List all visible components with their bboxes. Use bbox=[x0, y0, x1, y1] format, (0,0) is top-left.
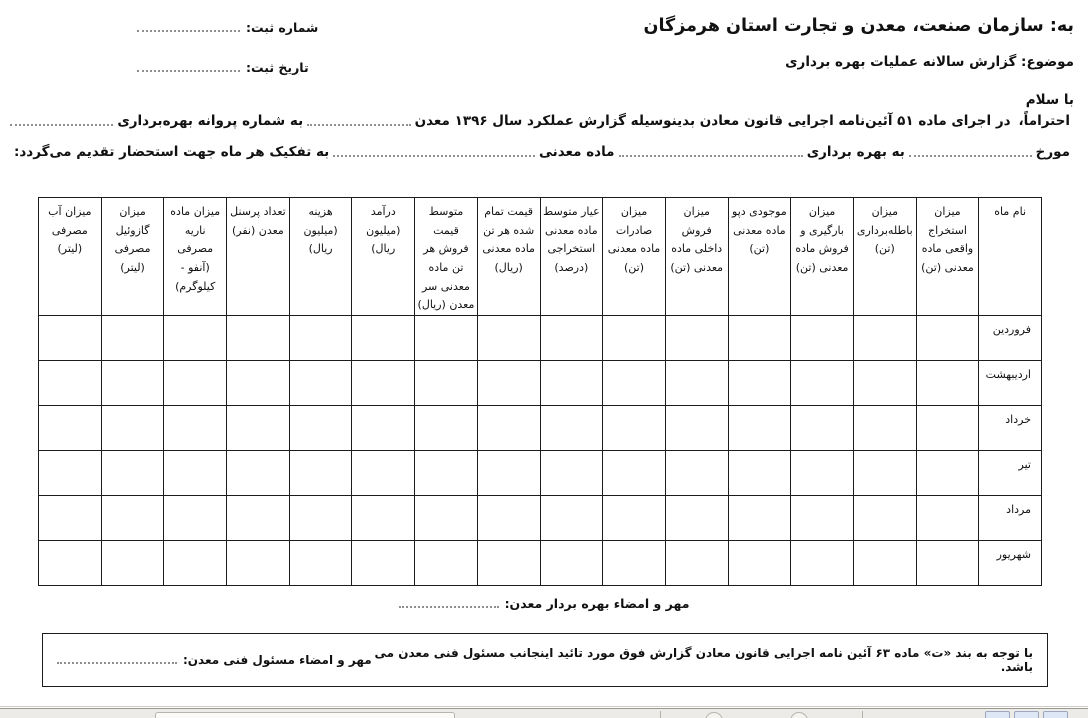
column-header: عیار متوسط ماده معدنی استخراجی (درصد) bbox=[540, 198, 603, 316]
view-mode-button-selected[interactable] bbox=[1014, 711, 1039, 718]
data-cell bbox=[603, 451, 666, 496]
data-cell bbox=[39, 541, 102, 586]
data-cell bbox=[665, 406, 728, 451]
date-blank bbox=[909, 148, 1032, 157]
mineral-blank bbox=[333, 148, 535, 157]
data-cell bbox=[540, 316, 603, 361]
data-cell bbox=[728, 451, 791, 496]
data-cell bbox=[101, 496, 164, 541]
data-cell bbox=[39, 496, 102, 541]
data-cell bbox=[477, 406, 540, 451]
data-cell bbox=[415, 496, 478, 541]
data-cell bbox=[728, 541, 791, 586]
data-cell bbox=[39, 451, 102, 496]
data-cell bbox=[853, 316, 916, 361]
data-cell bbox=[540, 496, 603, 541]
operator-signature-label: مهر و امضاء بهره بردار معدن: bbox=[504, 596, 690, 611]
month-cell: مرداد bbox=[979, 496, 1042, 541]
data-cell bbox=[289, 316, 352, 361]
page-bottom-separator bbox=[0, 706, 1088, 707]
data-cell bbox=[477, 541, 540, 586]
data-cell bbox=[540, 541, 603, 586]
data-cell bbox=[916, 451, 979, 496]
data-cell bbox=[39, 316, 102, 361]
salutation: با سلام bbox=[1025, 92, 1074, 108]
technical-signature-field bbox=[57, 653, 372, 667]
data-cell bbox=[164, 316, 227, 361]
data-cell bbox=[477, 316, 540, 361]
body-line-2 bbox=[10, 144, 1074, 160]
mine-name-blank bbox=[307, 117, 410, 126]
data-cell bbox=[540, 451, 603, 496]
data-cell bbox=[101, 361, 164, 406]
data-cell bbox=[39, 361, 102, 406]
data-cell bbox=[415, 406, 478, 451]
data-cell bbox=[477, 361, 540, 406]
data-cell bbox=[916, 496, 979, 541]
data-cell bbox=[415, 451, 478, 496]
data-cell bbox=[791, 541, 854, 586]
data-cell bbox=[665, 496, 728, 541]
data-cell bbox=[853, 406, 916, 451]
data-cell bbox=[227, 496, 290, 541]
body-line2-tail: به تفکیک هر ماه جهت استحضار تقدیم می‌گردد: bbox=[13, 144, 330, 160]
column-header: میزان آب مصرفی (لیتر) bbox=[39, 198, 102, 316]
month-cell: شهریور bbox=[979, 541, 1042, 586]
status-bar-divider bbox=[660, 711, 661, 718]
data-cell bbox=[853, 541, 916, 586]
data-cell bbox=[791, 451, 854, 496]
data-cell bbox=[289, 361, 352, 406]
column-header: موجودی دپو ماده معدنی (تن) bbox=[728, 198, 791, 316]
column-header: متوسط قیمت فروش هر تن ماده معدنی سر معدن (ریال) bbox=[415, 198, 478, 316]
data-cell bbox=[227, 361, 290, 406]
table-row bbox=[39, 451, 1042, 496]
data-cell bbox=[540, 361, 603, 406]
data-cell bbox=[916, 406, 979, 451]
report-table-wrapper bbox=[38, 197, 1042, 586]
column-header: درآمد (میلیون ریال) bbox=[352, 198, 415, 316]
column-header: قیمت تمام شده هر تن ماده معدنی (ریال) bbox=[477, 198, 540, 316]
column-header: هزینه (میلیون ریال) bbox=[289, 198, 352, 316]
data-cell bbox=[853, 451, 916, 496]
data-cell bbox=[791, 316, 854, 361]
data-cell bbox=[289, 451, 352, 496]
table-row bbox=[39, 406, 1042, 451]
data-cell bbox=[101, 316, 164, 361]
table-row bbox=[39, 496, 1042, 541]
registration-date-blank bbox=[137, 64, 240, 72]
data-cell bbox=[603, 496, 666, 541]
registration-number-blank bbox=[137, 24, 240, 32]
mineral-label: ماده معدنی bbox=[538, 144, 615, 160]
status-bar bbox=[0, 708, 1088, 718]
data-cell bbox=[415, 316, 478, 361]
table-row bbox=[39, 541, 1042, 586]
data-cell bbox=[101, 451, 164, 496]
data-cell bbox=[728, 361, 791, 406]
column-header: میزان ماده ناریه مصرفی (آنفو - کیلوگرم) bbox=[164, 198, 227, 316]
data-cell bbox=[164, 406, 227, 451]
data-cell bbox=[352, 541, 415, 586]
addressee-line: به: سازمان صنعت، معدن و تجارت استان هرمزگان bbox=[643, 16, 1074, 36]
body-line-1 bbox=[10, 113, 1074, 129]
data-cell bbox=[227, 451, 290, 496]
registration-number-field bbox=[137, 20, 318, 35]
data-cell bbox=[39, 406, 102, 451]
data-cell bbox=[916, 541, 979, 586]
data-cell bbox=[227, 406, 290, 451]
view-mode-button[interactable] bbox=[985, 711, 1010, 718]
data-cell bbox=[728, 496, 791, 541]
status-bar-divider bbox=[862, 711, 863, 718]
operator-signature-line bbox=[0, 596, 1088, 611]
data-cell bbox=[603, 541, 666, 586]
registration-date-field bbox=[137, 60, 309, 75]
data-cell bbox=[665, 451, 728, 496]
data-cell bbox=[728, 406, 791, 451]
data-cell bbox=[916, 361, 979, 406]
data-cell bbox=[665, 541, 728, 586]
data-cell bbox=[164, 361, 227, 406]
subject-line: موضوع: گزارش سالانه عملیات بهره برداری bbox=[785, 54, 1074, 70]
registration-number-label: شماره ثبت: bbox=[246, 20, 319, 35]
data-cell bbox=[289, 406, 352, 451]
data-cell bbox=[791, 361, 854, 406]
column-header: نام ماه bbox=[979, 198, 1042, 316]
technical-note-box bbox=[42, 633, 1048, 687]
data-cell bbox=[227, 316, 290, 361]
data-cell bbox=[791, 406, 854, 451]
data-cell bbox=[352, 361, 415, 406]
data-cell bbox=[164, 541, 227, 586]
data-cell bbox=[164, 496, 227, 541]
status-bar-field[interactable] bbox=[155, 712, 455, 718]
data-cell bbox=[101, 406, 164, 451]
column-header: میزان باطله‌برداری (تن) bbox=[853, 198, 916, 316]
data-cell bbox=[101, 541, 164, 586]
data-cell bbox=[227, 541, 290, 586]
data-cell bbox=[665, 361, 728, 406]
report-table bbox=[38, 197, 1042, 586]
column-header: میزان صادرات ماده معدنی (تن) bbox=[603, 198, 666, 316]
data-cell bbox=[477, 496, 540, 541]
data-cell bbox=[916, 316, 979, 361]
data-cell bbox=[791, 496, 854, 541]
data-cell bbox=[352, 316, 415, 361]
column-header: میزان گازوئیل مصرفی (لیتر) bbox=[101, 198, 164, 316]
status-bar-button[interactable] bbox=[790, 712, 808, 718]
data-cell bbox=[352, 406, 415, 451]
data-cell bbox=[289, 496, 352, 541]
report-table-body bbox=[39, 316, 1042, 586]
registration-date-label: تاریخ ثبت: bbox=[246, 60, 309, 75]
month-cell: خرداد bbox=[979, 406, 1042, 451]
data-cell bbox=[665, 316, 728, 361]
license-number-blank bbox=[10, 117, 113, 126]
data-cell bbox=[603, 361, 666, 406]
data-cell bbox=[289, 541, 352, 586]
month-cell: اردیبهشت bbox=[979, 361, 1042, 406]
data-cell bbox=[603, 316, 666, 361]
table-row bbox=[39, 361, 1042, 406]
data-cell bbox=[352, 451, 415, 496]
data-cell bbox=[603, 406, 666, 451]
body-line1-text: در اجرای ماده ۵۱ آئین‌نامه اجرایی قانون معادن بدینوسیله گزارش عملکرد سال ۱۳۹۶ معدن bbox=[414, 113, 1011, 129]
report-table-head bbox=[39, 198, 1042, 316]
data-cell bbox=[415, 361, 478, 406]
operator-signature-blank bbox=[399, 600, 499, 608]
technical-note-text: با توجه به بند «ت» ماده ۶۳ آئین نامه اجرایی قانون معادن گزارش فوق مورد تائید اینجانب مسئول فنی معدن می باشد. bbox=[374, 646, 1033, 674]
column-header: تعداد پرسنل معدن (نفر) bbox=[227, 198, 290, 316]
technical-signature-blank bbox=[57, 656, 177, 664]
operator-label: به بهره برداری bbox=[806, 144, 905, 160]
data-cell bbox=[853, 361, 916, 406]
data-cell bbox=[352, 496, 415, 541]
data-cell bbox=[728, 316, 791, 361]
data-cell bbox=[415, 541, 478, 586]
view-mode-button[interactable] bbox=[1043, 711, 1068, 718]
data-cell bbox=[164, 451, 227, 496]
body-line1-intro: احتراماً، bbox=[1018, 113, 1070, 129]
data-cell bbox=[540, 406, 603, 451]
technical-signature-label: مهر و امضاء مسئول فنی معدن: bbox=[183, 653, 372, 667]
operator-blank bbox=[619, 148, 803, 157]
dated-label: مورخ bbox=[1035, 144, 1070, 160]
column-header: میزان فروش داخلی ماده معدنی (تن) bbox=[665, 198, 728, 316]
month-cell: تیر bbox=[979, 451, 1042, 496]
data-cell bbox=[477, 451, 540, 496]
month-cell: فروردین bbox=[979, 316, 1042, 361]
data-cell bbox=[853, 496, 916, 541]
column-header: میزان بارگیری و فروش ماده معدنی (تن) bbox=[791, 198, 854, 316]
column-header: میزان استخراج واقعی ماده معدنی (تن) bbox=[916, 198, 979, 316]
status-bar-button[interactable] bbox=[705, 712, 723, 718]
body-line1-license-label: به شماره پروانه بهره‌برداری bbox=[117, 113, 304, 129]
table-row bbox=[39, 316, 1042, 361]
